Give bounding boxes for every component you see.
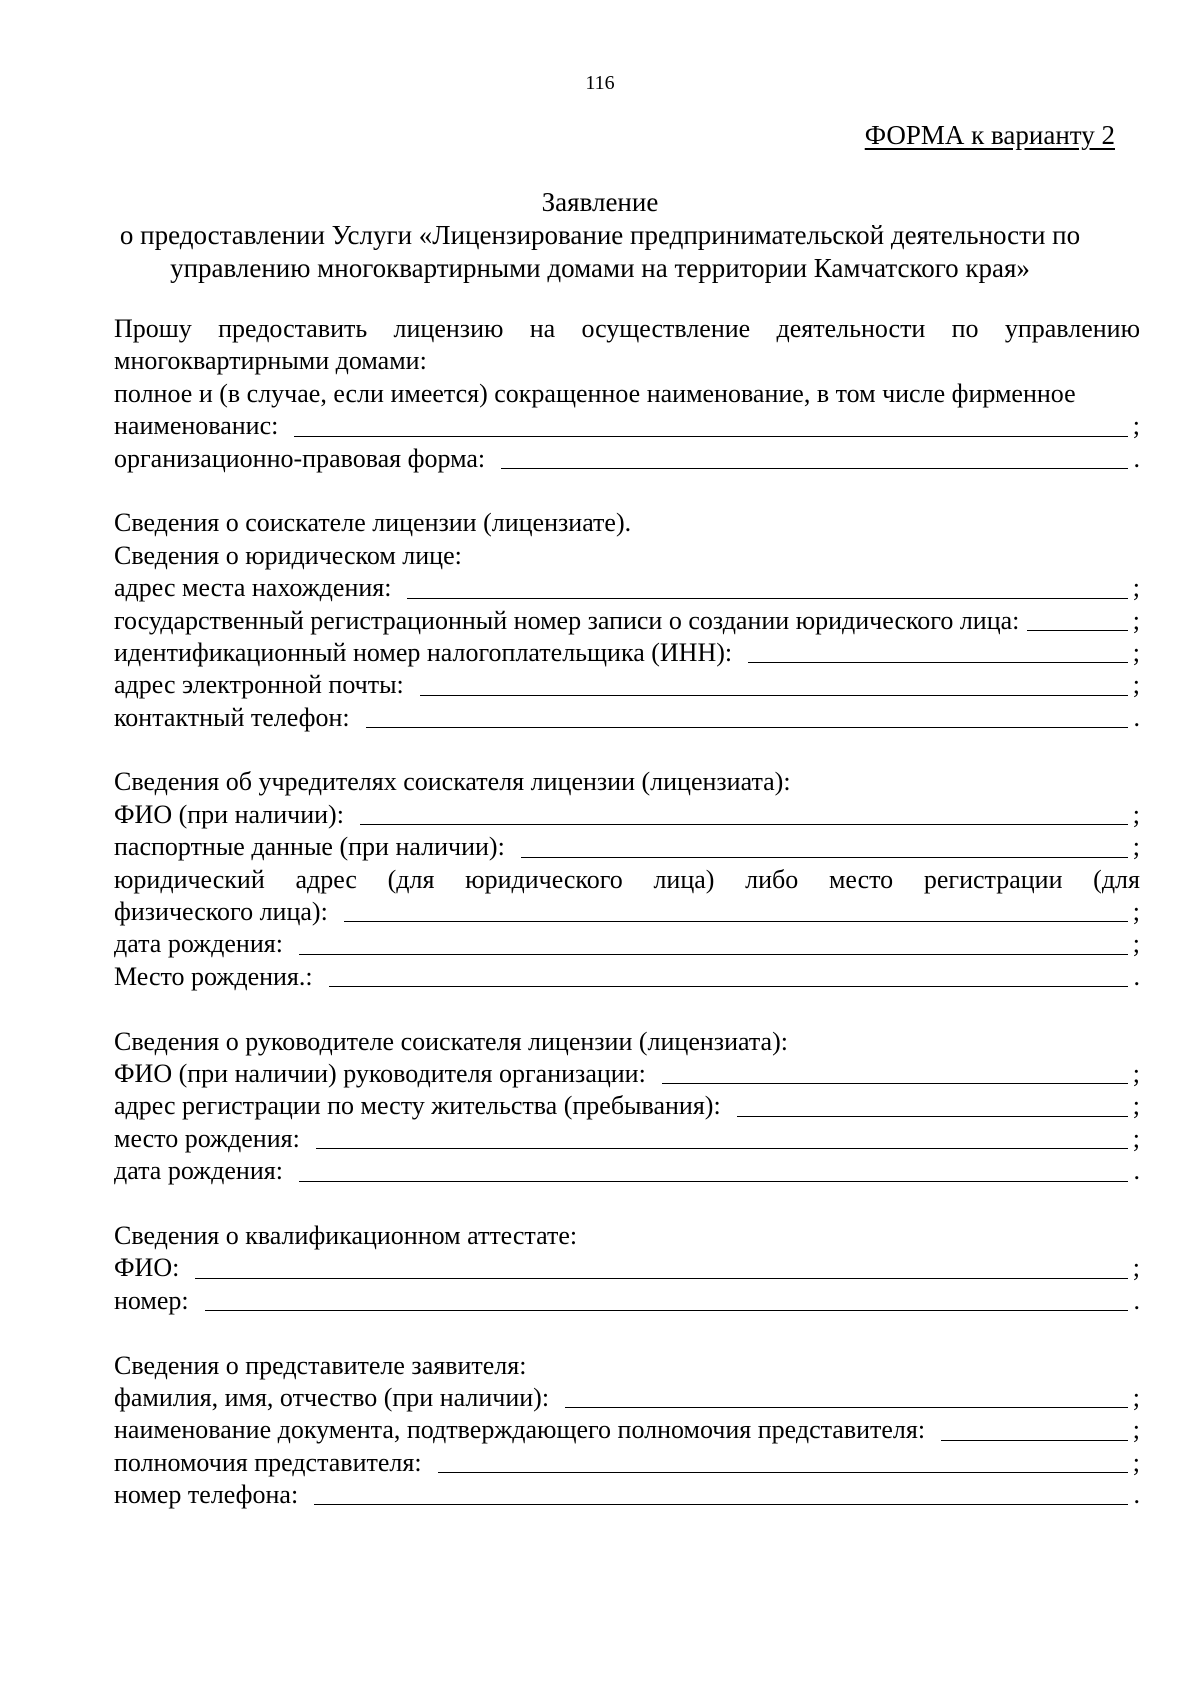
field-terminator: ; <box>1132 637 1140 667</box>
head-fio-label: ФИО (при наличии) руководителя организации: <box>114 1058 646 1088</box>
field-terminator: ; <box>1132 897 1140 927</box>
org-form-input-line[interactable] <box>501 444 1128 469</box>
founder-birthdate-label: дата рождения: <box>114 929 283 959</box>
field-terminator: . <box>1133 1480 1140 1510</box>
head-address-input-line[interactable] <box>737 1092 1128 1117</box>
representative-phone-label: номер телефона: <box>114 1480 299 1510</box>
form-body <box>114 313 1140 1511</box>
inn-label: идентификационный номер налогоплательщика (ИНН): <box>114 637 733 667</box>
representative-fio-label: фамилия, имя, отчество (при наличии): <box>114 1382 550 1412</box>
representative-powers-input-line[interactable] <box>438 1448 1128 1473</box>
name-label: наименованис: <box>114 411 279 441</box>
founder-address-input-line[interactable] <box>344 897 1128 922</box>
representative-heading: Сведения о представителе заявителя: <box>114 1350 527 1380</box>
intro-line-3: полное и (в случае, если имеется) сокращенное наименование, в том числе фирменное <box>114 378 1076 408</box>
representative-phone-field <box>114 1479 1140 1511</box>
field-terminator: ; <box>1132 832 1140 862</box>
representative-powers-field <box>114 1447 1140 1479</box>
head-address-label: адрес регистрации по месту жительства (пребывания): <box>114 1091 721 1121</box>
phone-field <box>114 702 1140 734</box>
head-fio-field <box>114 1058 1140 1090</box>
field-terminator: . <box>1133 1156 1140 1186</box>
certificate-fio-field <box>114 1252 1140 1284</box>
founder-birthdate-field <box>114 928 1140 960</box>
founder-birthplace-label: Место рождения.: <box>114 961 313 991</box>
applicant-heading-2: Сведения о юридическом лице: <box>114 540 462 570</box>
field-terminator: . <box>1133 702 1140 732</box>
title-line-3: управлению многоквартирными домами на территории Камчатского края» <box>170 253 1030 283</box>
field-terminator: ; <box>1132 929 1140 959</box>
field-terminator: . <box>1133 961 1140 991</box>
founder-birthplace-field <box>114 961 1140 993</box>
certificate-fio-label: ФИО: <box>114 1253 180 1283</box>
field-terminator: ; <box>1132 1253 1140 1283</box>
representative-fio-input-line[interactable] <box>565 1383 1128 1408</box>
head-birthplace-field <box>114 1123 1140 1155</box>
founder-passport-label: паспортные данные (при наличии): <box>114 832 505 862</box>
field-terminator: ; <box>1132 670 1140 700</box>
founder-address-line-1: юридический адрес (для юридического лица) либо место регистрации (для <box>114 864 1140 894</box>
email-label: адрес электронной почты: <box>114 670 404 700</box>
inn-input-line[interactable] <box>748 638 1128 663</box>
inn-field <box>114 637 1140 669</box>
document-title <box>100 186 1100 285</box>
certificate-number-field <box>114 1285 1140 1317</box>
field-terminator: ; <box>1132 605 1140 635</box>
head-birthplace-input-line[interactable] <box>316 1124 1128 1149</box>
field-terminator: ; <box>1132 1447 1140 1477</box>
org-form-label: организационно-правовая форма: <box>114 443 486 473</box>
founder-fio-label: ФИО (при наличии): <box>114 799 344 829</box>
field-terminator: ; <box>1132 1123 1140 1153</box>
name-input-line[interactable] <box>294 412 1128 437</box>
intro-line-2: многоквартирными домами: <box>114 346 427 376</box>
representative-doc-field <box>114 1414 1140 1446</box>
address-field <box>114 572 1140 604</box>
address-input-line[interactable] <box>407 574 1128 599</box>
representative-powers-label: полномочия представителя: <box>114 1447 422 1477</box>
certificate-fio-input-line[interactable] <box>195 1254 1128 1279</box>
applicant-heading-1: Сведения о соискателе лицензии (лицензиате). <box>114 508 632 538</box>
head-heading: Сведения о руководителе соискателя лицензии (лицензиата): <box>114 1026 788 1056</box>
field-terminator: . <box>1133 1285 1140 1315</box>
founder-birthdate-input-line[interactable] <box>299 930 1128 955</box>
founder-passport-input-line[interactable] <box>521 833 1128 858</box>
address-label: адрес места нахождения: <box>114 573 392 603</box>
founder-fio-field <box>114 799 1140 831</box>
email-field <box>114 669 1140 701</box>
title-line-2: о предоставлении Услуги «Лицензирование предпринимательской деятельности по <box>119 220 1081 250</box>
phone-label: контактный телефон: <box>114 702 350 732</box>
phone-input-line[interactable] <box>366 703 1128 728</box>
field-terminator: ; <box>1132 1415 1140 1445</box>
head-fio-input-line[interactable] <box>662 1059 1128 1084</box>
field-terminator: ; <box>1132 1091 1140 1121</box>
head-address-field <box>114 1090 1140 1122</box>
head-birthdate-label: дата рождения: <box>114 1156 283 1186</box>
title-line-1: Заявление <box>541 187 659 217</box>
head-birthdate-field <box>114 1155 1140 1187</box>
certificate-heading: Сведения о квалификационном аттестате: <box>114 1220 578 1250</box>
field-terminator: ; <box>1132 799 1140 829</box>
representative-phone-input-line[interactable] <box>314 1480 1128 1505</box>
representative-doc-label: наименование документа, подтверждающего полномочия представителя: <box>114 1415 926 1445</box>
certificate-number-input-line[interactable] <box>205 1286 1128 1311</box>
page-number: 116 <box>585 72 615 94</box>
field-terminator: . <box>1133 443 1140 473</box>
ogrn-input-line[interactable] <box>1027 606 1128 631</box>
field-terminator: ; <box>1132 1058 1140 1088</box>
founder-address-field <box>114 896 1140 928</box>
founder-birthplace-input-line[interactable] <box>329 962 1128 987</box>
founder-passport-field <box>114 831 1140 863</box>
org-form-field <box>114 443 1140 475</box>
field-terminator: ; <box>1132 411 1140 441</box>
founder-fio-input-line[interactable] <box>360 800 1128 825</box>
certificate-number-label: номер: <box>114 1285 189 1315</box>
field-terminator: ; <box>1132 573 1140 603</box>
representative-fio-field <box>114 1382 1140 1414</box>
representative-doc-input-line[interactable] <box>941 1416 1128 1441</box>
ogrn-field <box>114 605 1140 637</box>
head-birthdate-input-line[interactable] <box>299 1157 1128 1182</box>
ogrn-label: государственный регистрационный номер записи о создании юридического лица: <box>114 605 1020 635</box>
email-input-line[interactable] <box>420 671 1128 696</box>
form-reference: ФОРМА к варианту 2 <box>864 120 1115 150</box>
field-terminator: ; <box>1132 1382 1140 1412</box>
intro-line-1: Прошу предоставить лицензию на осуществление деятельности по управлению <box>114 314 1140 343</box>
founders-heading: Сведения об учредителях соискателя лицензии (лицензиата): <box>114 767 791 797</box>
head-birthplace-label: место рождения: <box>114 1123 300 1153</box>
founder-address-label: физического лица): <box>114 897 328 927</box>
name-field <box>114 410 1140 442</box>
